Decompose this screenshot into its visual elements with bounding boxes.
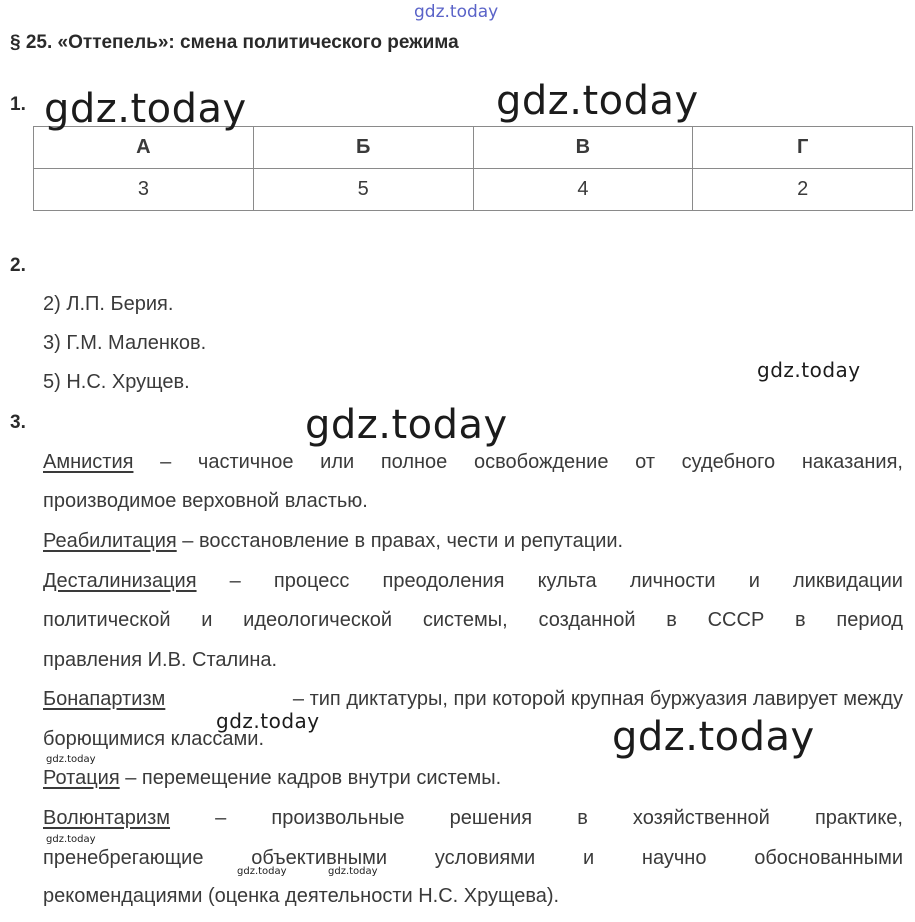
watermark: gdz.today [44,86,247,132]
word: объективными [251,847,388,869]
question-number-2: 2. [10,255,26,276]
table-header-row [34,127,913,169]
definition-rotation [43,766,903,790]
answer-table [33,126,913,211]
word: и [748,570,760,592]
table-cell: 5 [253,169,473,211]
table-header-cell: А [34,127,254,169]
word: произвольные [271,807,405,829]
word: наказания, [801,451,903,473]
word: практике, [814,807,903,829]
word: хозяйственной [632,807,770,829]
word: культа [537,570,597,592]
word: условиями [434,847,536,869]
word: в [795,609,806,631]
list-item: 3) Г.М. Маленков. [43,332,207,354]
definition-bonapartism-line-2: борющимися классами. [43,728,265,750]
question-number-1: 1. [10,94,26,115]
word: частичное [197,451,294,473]
definition-amnesty-line-2: производимое верховной властью. [43,490,368,512]
term-rotation: Ротация [43,767,120,789]
table-header-cell: Г [693,127,913,169]
definition-text: – перемещение кадров внутри системы. [119,767,502,789]
list-item: 5) Н.С. Хрущев. [43,371,190,393]
word: политической [43,609,171,631]
definition-rehabilitation [43,529,903,553]
word: процесс [273,570,350,592]
word: СССР [707,609,765,631]
watermark: gdz.today [757,358,861,382]
word: в [577,807,588,829]
table-cell: 3 [34,169,254,211]
word: – [229,570,241,592]
word: системы, [422,609,508,631]
word: – [160,451,172,473]
table-header-cell: В [473,127,693,169]
word: ликвидации [793,570,903,592]
definition-destalinization-line-3: правления И.В. Сталина. [43,649,278,671]
word: решения [449,807,533,829]
word: и [201,609,213,631]
definition-amnesty-line-1 [43,450,903,474]
table-cell: 2 [693,169,913,211]
definition-voluntarism-line-3: рекомендациями (оценка деятельности Н.С. Хрущева). [43,885,560,907]
word: – [215,807,227,829]
watermark: gdz.today [414,2,499,22]
page-title: § 25. «Оттепель»: смена политического режима [10,32,459,53]
watermark: gdz.today [46,754,96,765]
word: пренебрегающие [43,847,204,869]
definition-voluntarism-line-2 [43,846,903,870]
term-rehabilitation: Реабилитация [43,530,177,552]
word: в [666,609,677,631]
word: судебного [681,451,776,473]
word: период [836,609,903,631]
definition-destalinization-line-1 [43,569,903,593]
word: освобождение [473,451,609,473]
watermark: gdz.today [305,402,508,448]
watermark: gdz.today [328,866,378,877]
table-row [34,169,913,211]
watermark: gdz.today [237,866,287,877]
word: личности [629,570,716,592]
word: созданной [538,609,636,631]
word: от [635,451,655,473]
definition-text: – восстановление в правах, чести и репутации. [176,530,624,552]
word: полное [380,451,448,473]
list-item: 2) Л.П. Берия. [43,293,174,315]
watermark: gdz.today [46,834,96,845]
watermark: gdz.today [216,709,320,733]
table-cell: 4 [473,169,693,211]
term-bonapartism: Бонапартизм [43,688,166,710]
word: или [320,451,355,473]
word: идеологической [243,609,393,631]
watermark: gdz.today [496,78,699,124]
table-header-cell: Б [253,127,473,169]
term-amnesty: Амнистия [43,451,134,473]
definition-voluntarism-line-1 [43,806,903,830]
word: преодоления [382,570,505,592]
watermark: gdz.today [612,714,815,760]
term-destalinization: Десталинизация [43,570,197,592]
word: научно [641,847,707,869]
definition-bonapartism-line-1 [43,687,903,711]
definition-text: – тип диктатуры, при которой крупная буржуазия лавирует между [292,688,903,710]
question-number-3: 3. [10,412,26,433]
term-voluntarism: Волюнтаризм [43,807,171,829]
definition-destalinization-line-2 [43,608,903,632]
word: и [582,847,595,869]
word: обоснованными [754,847,903,869]
